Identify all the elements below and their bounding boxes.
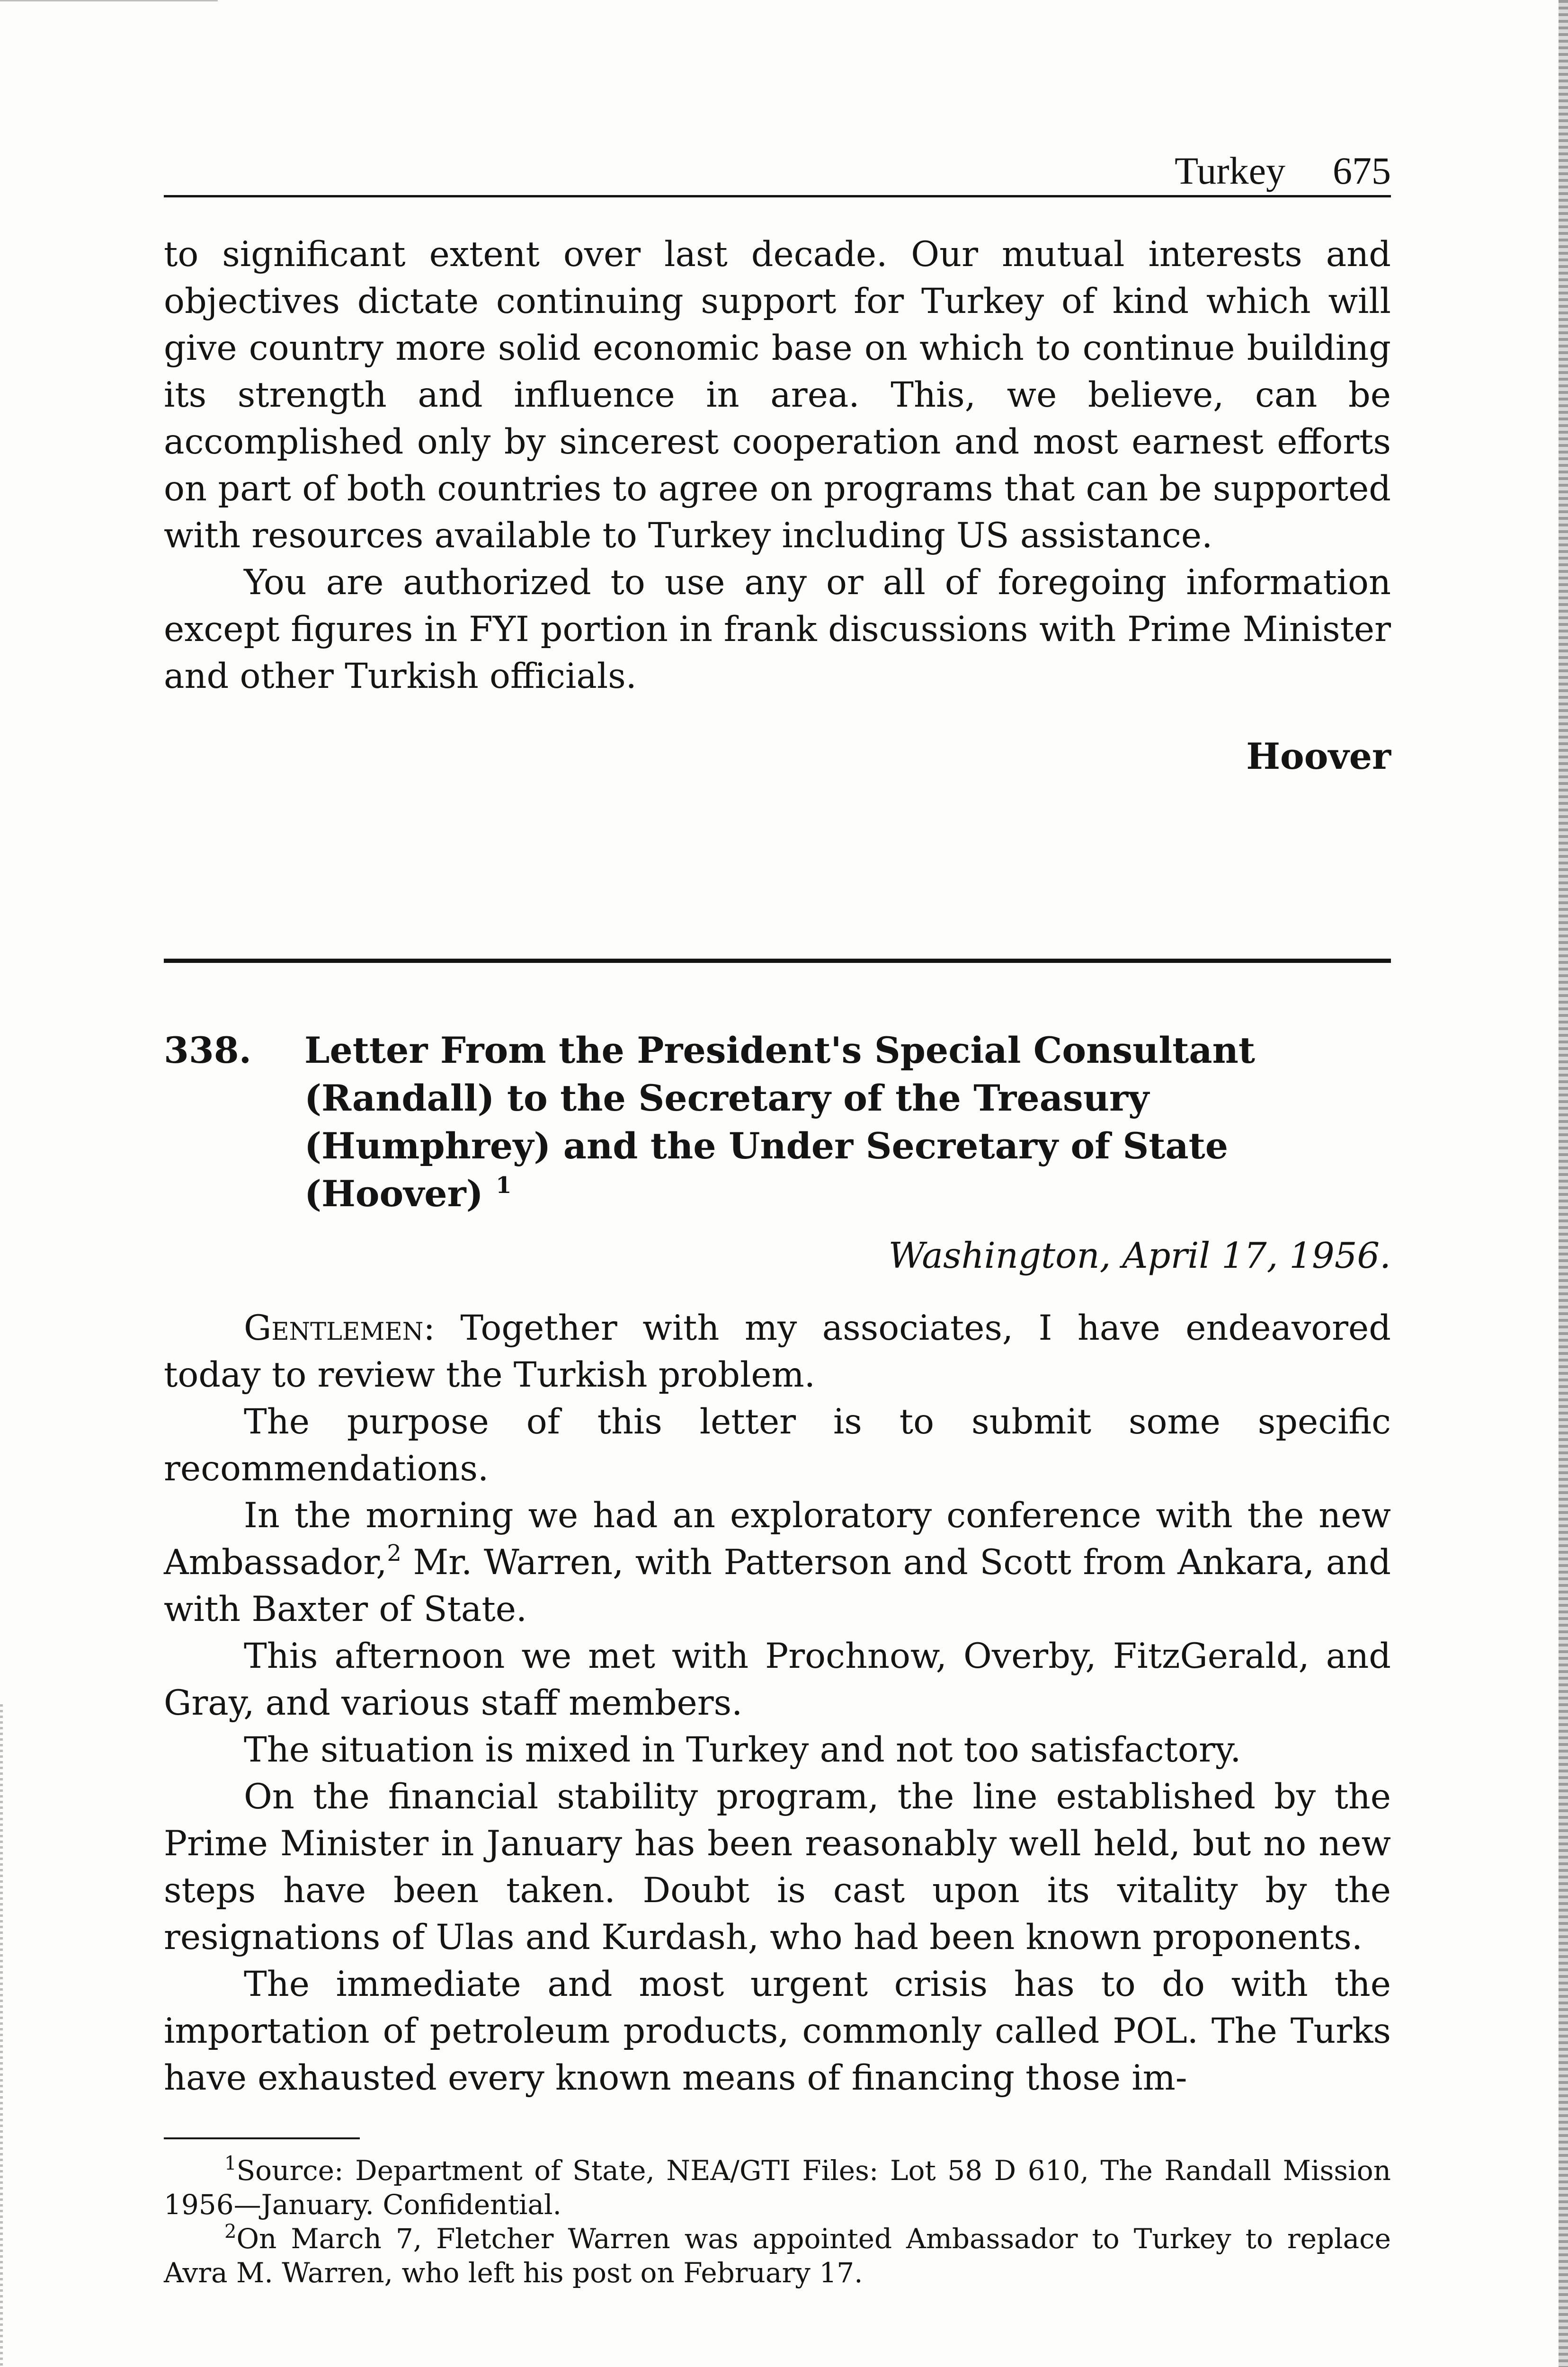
document-title (304, 1026, 1391, 1218)
signature: Hoover (1246, 735, 1391, 777)
document-title-text: Letter From the President's Special Consultant (Randall) to the Secretary of the Treasury (Humphrey) and the Under Secretary of State (Hoover) (304, 1029, 1255, 1215)
authorization-paragraph: You are authorized to use any or all of foregoing information except figures in FYI portion in frank discussions with Prime Minister and other Turkish officials. (164, 562, 1391, 696)
footnote-ref-2: 2 (387, 1540, 401, 1566)
page-edge-shadow (1559, 0, 1568, 2367)
document-separator-rule (164, 959, 1391, 963)
letter-paragraph: The situation is mixed in Turkey and not too satisfactory. (244, 1730, 1241, 1770)
letter-paragraph-text: Together with my associates, I have endeavored today to review the Turkish problem. (164, 1308, 1391, 1395)
letter-paragraph-text: In the morning we had an exploratory conference with the new Ambassador, (164, 1495, 1391, 1583)
dateline: Washington, April 17, 1956. (888, 1235, 1391, 1276)
letter-body (164, 1305, 1391, 2101)
footnote-text: Source: Department of State, NEA/GTI Files: Lot 58 D 610, The Randall Mission 1956—January. Confidential. (164, 2154, 1391, 2221)
letter-paragraph (164, 1305, 1391, 1398)
footnote-text: On March 7, Fletcher Warren was appointed Ambassador to Turkey to replace Avra M. Warren, who left his post on February 17. (164, 2223, 1391, 2289)
letter-paragraph: On the financial stability program, the line established by the Prime Minister in January has been reasonably well held, but no new steps have been taken. Doubt is cast upon its vitality by the resignations of Ulas and Kurdash, who had been known proponents. (164, 1777, 1391, 1958)
page-edge-shadow-left (0, 1704, 3, 2367)
footnote (164, 2222, 1391, 2290)
continued-telegram-text (164, 231, 1391, 700)
footnotes (164, 2153, 1391, 2290)
footnote-marker: 1 (224, 2153, 237, 2174)
letter-paragraph: This afternoon we met with Prochnow, Overby, FitzGerald, and Gray, and various staff members. (164, 1636, 1391, 1723)
page-number: 675 (1333, 149, 1391, 192)
scan-corner-line (0, 0, 218, 1)
footnote-rule (164, 2137, 360, 2139)
footnote-marker: 2 (224, 2221, 237, 2242)
letter-paragraph-text: Mr. Warren, with Patterson and Scott from Ankara, and with Baxter of State. (164, 1542, 1391, 1629)
letter-paragraph: The purpose of this letter is to submit some specific recommendations. (164, 1402, 1391, 1489)
running-header (164, 146, 1391, 197)
footnote (164, 2153, 1391, 2222)
salutation: Gentlemen: (244, 1308, 435, 1348)
footnote-ref-1: 1 (496, 1172, 512, 1199)
letter-paragraph: The immediate and most urgent crisis has to do with the importation of petroleum products, commonly called POL. The Turks have exhausted every known means of financing those im- (164, 1964, 1391, 2098)
letter-paragraph (164, 1492, 1391, 1633)
running-header-section: Turkey (1175, 149, 1285, 192)
document-number: 338. (164, 1029, 252, 1071)
continued-paragraph: to significant extent over last decade. Our mutual interests and objectives dictate continuing support for Turkey of kind which will give country more solid economic base on which to continue building its strength and influence in area. This, we believe, can be accomplished only by sincerest cooperation and most earnest efforts on part of both countries to agree on programs that can be supported with resources available to Turkey including US assistance. (164, 234, 1391, 556)
